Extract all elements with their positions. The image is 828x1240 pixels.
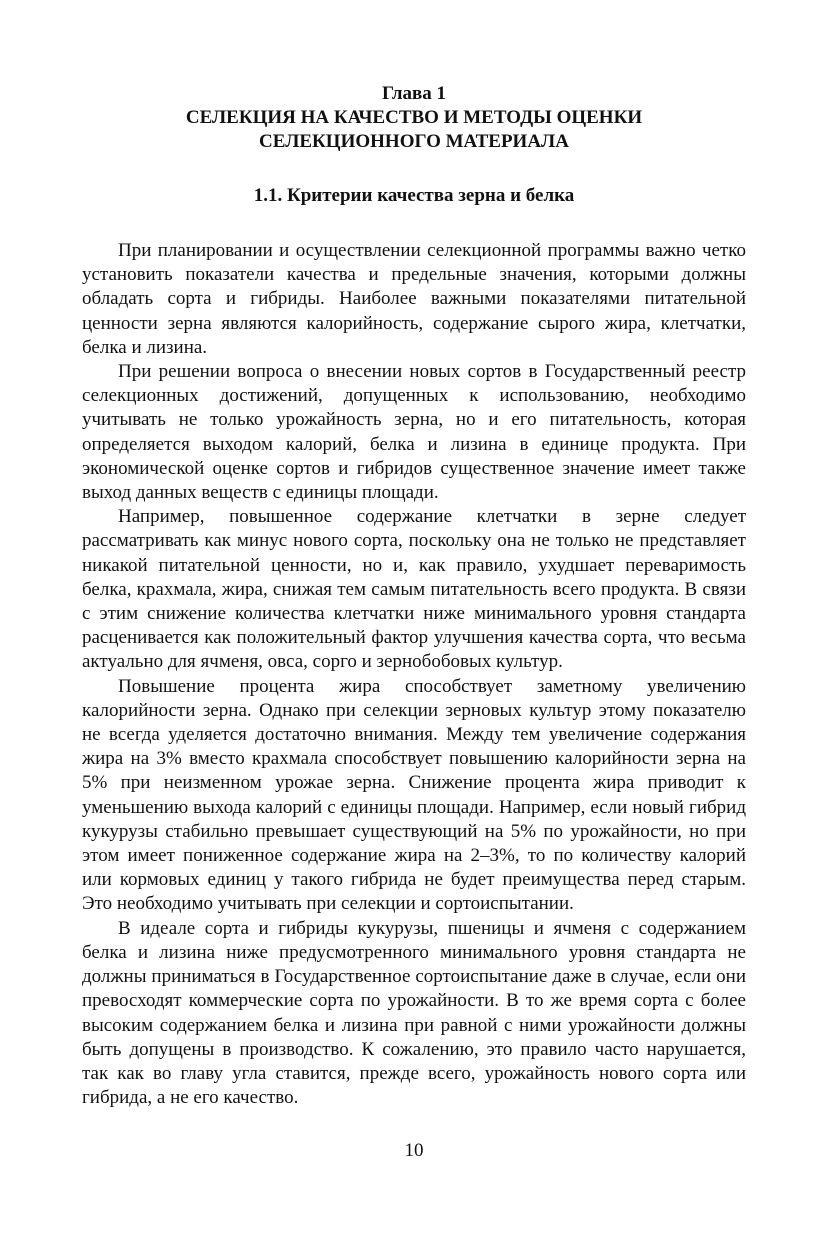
paragraph-2: При решении вопроса о внесении новых сортов в Государственный реестр селекционных достижений, допущенных к использованию, необходимо учитывать не только урожайность зерна, но и его питательность, которая определяется выходом калорий, белка и лизина в единице продукта. При экономической оценке сортов и гибридов существенное значение имеет также выход данных веществ с единицы площади. — [82, 361, 746, 504]
paragraph-3: Например, повышенное содержание клетчатки в зерне следует рассматривать как минус нового сорта, поскольку она не только не представляет никакой питательной ценности, но и, как правило, ухудшает переваримость белка, крахмала, жира, снижая тем самым питательность всего продукта. В связи с этим снижение количества клетчатки ниже минимального уровня стандарта расценивается как положительный фактор улучшения качества сорта, что весьма актуально для ячменя, овса, сорго и зернобобовых культур. — [82, 506, 746, 673]
book-page — [82, 82, 746, 1110]
body-text — [82, 239, 746, 1110]
chapter-title-line-2: СЕЛЕКЦИОННОГО МАТЕРИАЛА — [259, 131, 569, 152]
page-number: 10 — [404, 1140, 424, 1161]
chapter-title — [82, 106, 746, 154]
paragraph-4: Повышение процента жира способствует заметному увеличению калорийности зерна. Однако при селекции зерновых культур этому показателю не всегда уделяется достаточно внимания. Между тем увеличение содержания жира на 3% вместо крахмала способствует повышению калорийности зерна на 5% при неизменном урожае зерна. Снижение процента жира приводит к уменьшению выхода калорий с единицы площади. Например, если новый гибрид кукурузы стабильно превышает существующий на 5% по урожайности, но при этом имеет пониженное содержание жира на 2–3%, то по количеству калорий или кормовых единиц у такого гибрида не будет преимущества перед старым. Это необходимо учитывать при селекции и сортоиспытании. — [82, 675, 746, 915]
paragraph-5: В идеале сорта и гибриды кукурузы, пшеницы и ячменя с содержанием белка и лизина ниже предусмотренного минимального уровня стандарта не должны приниматься в Государственное сортоиспытание даже в случае, если они превосходят коммерческие сорта по урожайности. В то же время сорта с более высоким содержанием белка и лизина при равной с ними урожайности должны быть допущены в производство. К сожалению, это правило часто нарушается, так как во главу угла ставится, прежде всего, урожайность нового сорта или гибрида, а не его качество. — [82, 917, 746, 1109]
chapter-label: Глава 1 — [381, 83, 447, 104]
paragraph-1: При планировании и осуществлении селекционной программы важно четко установить показатели качества и предельные значения, которыми должны обладать сорта и гибриды. Наиболее важными показателями питательной ценности зерна являются калорийность, содержание сырого жира, клетчатки, белка и лизина. — [82, 240, 746, 358]
section-title: 1.1. Критерии качества зерна и белка — [253, 185, 575, 206]
chapter-title-line-1: СЕЛЕКЦИЯ НА КАЧЕСТВО И МЕТОДЫ ОЦЕНКИ — [185, 107, 643, 128]
